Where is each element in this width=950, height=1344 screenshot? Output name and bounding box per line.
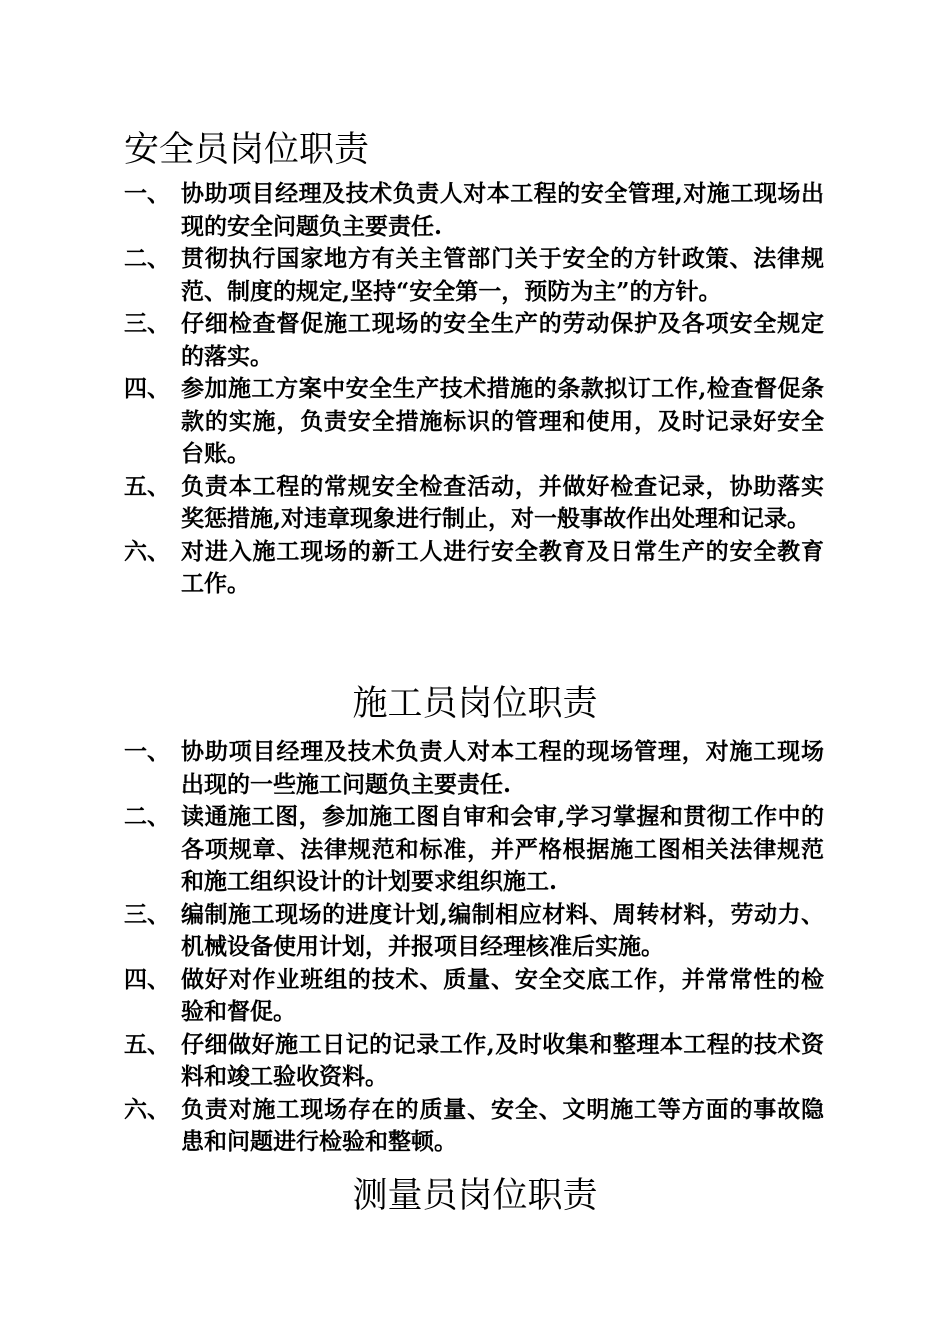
item-text: 读通施工图，参加施工图自审和会审,学习掌握和贯彻工作中的各项规章、法律规范和标准，并严格根据施工图相关法律规范和施工组织设计的计划要求组织施工. — [181, 803, 824, 895]
item-number: 三、 — [124, 310, 170, 337]
list-item — [124, 178, 824, 243]
construction-officer-duties-list — [124, 736, 824, 1159]
item-number: 二、 — [124, 803, 170, 830]
item-number: 六、 — [124, 1095, 170, 1123]
section-title-safety-officer: 安全员岗位职责 — [124, 130, 370, 170]
list-item — [124, 243, 824, 308]
item-text: 编制施工现场的进度计划,编制相应材料、周转材料，劳动力、机械设备使用计划，并报项目经理核准后实施。 — [181, 900, 824, 960]
list-item — [124, 471, 824, 536]
item-number: 一、 — [124, 738, 170, 765]
list-item — [124, 801, 824, 899]
list-item — [124, 373, 824, 471]
list-item — [124, 736, 824, 801]
list-item — [124, 964, 824, 1029]
item-number: 二、 — [124, 245, 170, 272]
list-item — [124, 536, 824, 601]
safety-officer-duties-list — [124, 178, 824, 601]
item-number: 五、 — [124, 472, 170, 500]
item-number: 四、 — [124, 375, 170, 402]
item-number: 五、 — [124, 1030, 170, 1058]
item-number: 一、 — [124, 180, 170, 207]
item-text: 协助项目经理及技术负责人对本工程的安全管理,对施工现场出现的安全问题负主要责任. — [181, 180, 824, 240]
item-text: 参加施工方案中安全生产技术措施的条款拟订工作,检查督促条款的实施，负责安全措施标识的管理和使用，及时记录好安全台账。 — [181, 375, 824, 467]
item-number: 四、 — [124, 965, 170, 993]
list-item — [124, 899, 824, 964]
item-text: 贯彻执行国家地方有关主管部门关于安全的方针政策、法律规范、制度的规定,坚持“安全第一，预防为主”的方针。 — [181, 245, 824, 305]
list-item — [124, 1094, 824, 1159]
item-text: 仔细做好施工日记的记录工作,及时收集和整理本工程的技术资料和竣工验收资料。 — [181, 1030, 824, 1090]
list-item — [124, 1029, 824, 1094]
item-number: 三、 — [124, 900, 170, 928]
section-title-surveyor: 测量员岗位职责 — [352, 1176, 598, 1216]
item-text: 做好对作业班组的技术、质量、安全交底工作，并常常性的检验和督促。 — [181, 965, 824, 1025]
item-text: 负责本工程的常规安全检查活动，并做好检查记录，协助落实奖惩措施,对违章现象进行制止，对一般事故作出处理和记录。 — [181, 472, 824, 532]
item-text: 仔细检查督促施工现场的安全生产的劳动保护及各项安全规定的落实。 — [181, 310, 824, 370]
section-title-construction-officer: 施工员岗位职责 — [352, 684, 598, 724]
item-number: 六、 — [124, 537, 170, 565]
list-item — [124, 308, 824, 373]
item-text: 协助项目经理及技术负责人对本工程的现场管理，对施工现场出现的一些施工问题负主要责任. — [181, 738, 824, 798]
item-text: 对进入施工现场的新工人进行安全教育及日常生产的安全教育工作。 — [181, 537, 824, 597]
item-text: 负责对施工现场存在的质量、安全、文明施工等方面的事故隐患和问题进行检验和整顿。 — [181, 1095, 824, 1155]
